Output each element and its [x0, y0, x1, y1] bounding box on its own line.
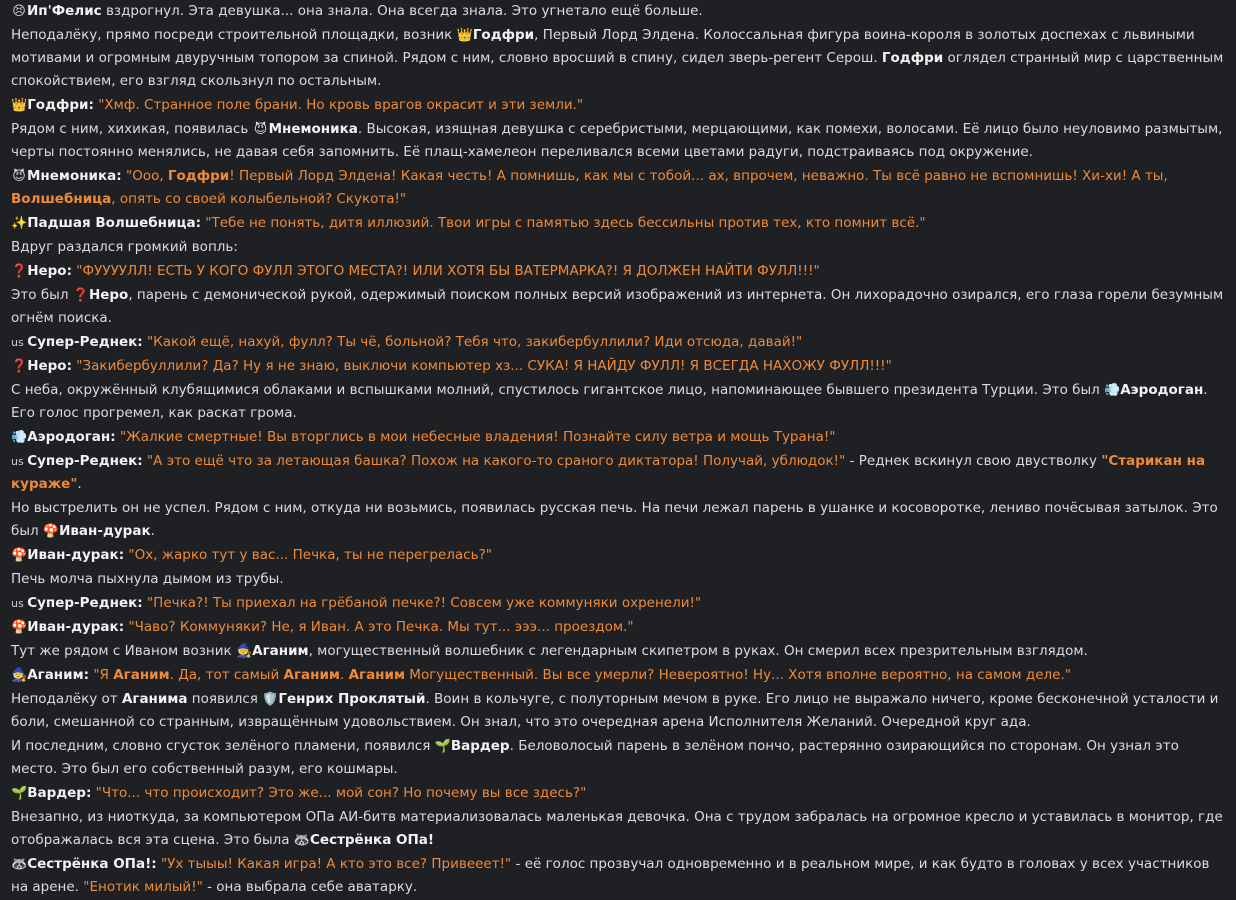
text-span: Неподалёку, прямо посреди строительной площадки, возник	[11, 27, 457, 43]
shield-icon: 🛡️	[262, 692, 279, 707]
quote-text: "Печка?! Ты приехал на грёбаной печке?! Совсем уже коммуняки охренели!"	[146, 595, 702, 611]
chat-paragraph	[11, 688, 1227, 734]
character-name: Годфри	[881, 50, 944, 66]
quote-text: , опять со своей колыбельной? Скукота!"	[111, 191, 407, 207]
seedling-icon: 🌱	[434, 739, 451, 754]
text-span: . Воин в кольчуге, с полуторным мечом в руке. Его лицо не выражало ничего, кроме бесконечной усталости и боли, смешанной со странным, извращённым удовольствием. Он знал, что это очередная арена Исполнителя Желаний. Очередной круг ада.	[11, 691, 1219, 730]
character-name: Иван-дурак	[59, 523, 151, 539]
character-name: Аганим	[252, 643, 309, 659]
chat-paragraph	[11, 497, 1227, 543]
quote-text: "Закибербуллили? Да? Ну я не знаю, выключи компьютер хз... СУКА! Я НАЙДУ ФУЛЛ! Я ВСЕГДА НАХОЖУ ФУЛЛ!!!"	[76, 358, 892, 374]
text-span: - её голос прозвучал одновременно и в реальном мире, и как будто в головах у всех участников на арене.	[11, 856, 1210, 895]
quote-text: "Тебе не понять, дитя иллюзий. Твои игры с памятью здесь бессильны против тех, кто помнит всё."	[205, 215, 926, 231]
text-span: С неба, окружённый клубящимися облаками и вспышками молний, спустилось гигантское лицо, напоминающее бывшего президента Турции. Это был	[11, 382, 1105, 398]
chat-log	[11, 0, 1227, 900]
chat-paragraph	[11, 568, 1227, 591]
text-span: И последним, словно сгусток зелёного пламени, появился	[11, 738, 435, 754]
chat-paragraph	[11, 379, 1227, 425]
character-name: Неро:	[27, 358, 72, 374]
text-span: . Его голос прогремел, как раскат грома.	[11, 382, 1208, 421]
flag-icon: us	[11, 597, 28, 610]
chat-paragraph	[11, 782, 1227, 805]
text-span: , парень с демонической рукой, одержимый поиском полных версий изображений из интернета. Он лихорадочно озирался, его глаза горели безумным огнём поиска.	[11, 287, 1224, 326]
chat-paragraph	[11, 450, 1227, 496]
mage-icon: 🧙	[235, 644, 253, 659]
chat-paragraph	[11, 331, 1227, 354]
quote-text: "Ох, жарко тут у вас... Печка, ты не перегрелась?"	[128, 547, 492, 563]
question-mark-icon: ❓	[11, 359, 28, 374]
chat-paragraph	[11, 426, 1227, 449]
chat-paragraph	[11, 236, 1227, 259]
text-span: появился	[187, 691, 263, 707]
question-mark-icon: ❓	[72, 288, 89, 303]
chat-paragraph	[11, 806, 1227, 852]
character-name: Иван-дурак:	[27, 547, 125, 563]
character-name: Мнемоника:	[27, 168, 122, 184]
mushroom-icon: 🍄	[42, 524, 60, 539]
character-name: Мнемоника	[268, 121, 358, 137]
quote-text: "Жалкие смертные! Вы вторглись в мои небесные владения! Познайте силу ветра и мощь Турана!"	[119, 429, 836, 445]
quote-text: "Хмф. Странное поле брани. Но кровь врагов окрасит и эти земли."	[98, 97, 584, 113]
quote-text: "Чаво? Коммуняки? Не, я Иван. А это Печка. Мы тут... эээ... проездом."	[128, 619, 634, 635]
chat-paragraph	[11, 355, 1227, 378]
character-name: Супер-Реднек:	[27, 334, 143, 350]
text-span: Это был	[11, 287, 73, 303]
chat-paragraph	[11, 94, 1227, 117]
quote-text: . Да, тот самый	[169, 667, 284, 683]
text-span: Но выстрелить он не успел. Рядом с ним, откуда ни возьмись, появилась русская печь. На печи лежал парень в ушанке и косоворотке, лениво почёсывая затылок. Это был	[11, 500, 1218, 539]
chat-paragraph	[11, 118, 1227, 164]
character-name: Супер-Реднек:	[27, 595, 143, 611]
chat-paragraph	[11, 0, 1227, 23]
smiling-devil-icon: 😈	[12, 169, 26, 184]
text-span: .	[150, 523, 155, 539]
character-name: Аганима	[121, 691, 188, 707]
character-name: Ип'Фелис	[27, 3, 102, 19]
seedling-icon: 🌱	[11, 786, 28, 801]
character-name: Вардер:	[27, 785, 92, 801]
character-name: Супер-Реднек:	[27, 453, 143, 469]
dash-icon: 💨	[11, 430, 28, 445]
mushroom-icon: 🍄	[11, 548, 28, 563]
text-span: - она выбрала себе аватарку.	[202, 879, 418, 895]
persevering-face-icon: 😣	[12, 4, 26, 19]
text-span: , Первый Лорд Элдена. Колоссальная фигура воина-короля в золотых доспехах с львиными мотивами и огромным двуручным топором за спиной. Рядом с ним, словно вросший в спину, сидел зверь-регент Серош.	[11, 27, 1195, 66]
character-name: Неро	[88, 287, 129, 303]
text-span: Тут же рядом с Иваном возник	[11, 643, 236, 659]
text-span: Внезапно, из ниоткуда, за компьютером ОПа АИ-битв материализовалась маленькая девочка. Она с трудом забралась на огромное кресло и уставилась в монитор, где отображалась вся эта сцена. Это была	[11, 809, 1223, 848]
character-name: Неро:	[27, 263, 72, 279]
chat-paragraph	[11, 616, 1227, 639]
text-span: оглядел странный мир с царственным спокойствием, его взгляд скользнул по остальным.	[11, 50, 1224, 89]
quote-bold-text: Аганим	[113, 667, 170, 683]
quote-text: "Я	[93, 667, 114, 683]
character-name: Падшая Волшебница:	[27, 215, 201, 231]
raccoon-icon: 🦝	[293, 833, 310, 848]
crown-icon: 👑	[456, 28, 473, 43]
sparkles-icon: ✨	[11, 216, 28, 231]
chat-paragraph	[11, 735, 1227, 781]
character-name: Генрих Проклятый	[278, 691, 426, 707]
text-span: Рядом с ним, хихикая, появилась	[11, 121, 253, 137]
character-name: Сестрёнка ОПа!	[310, 832, 435, 848]
smiling-devil-icon: 😈	[253, 122, 268, 137]
quote-text: "Ооо,	[125, 168, 168, 184]
text-span: . Высокая, изящная девушка с серебристыми, мерцающими, как помехи, волосами. Её лицо было неуловимо размытым, черты постоянно менялись, не давая себя запомнить. Её плащ-хамелеон переливался всеми цветами радуги, подстраиваясь под окружение.	[11, 121, 1223, 160]
question-mark-icon: ❓	[11, 264, 28, 279]
character-name: Иван-дурак:	[27, 619, 125, 635]
chat-paragraph	[11, 165, 1227, 211]
chat-paragraph	[11, 212, 1227, 235]
text-span: вздрогнул. Эта девушка... она знала. Она всегда знала. Это угнетало ещё больше.	[101, 3, 703, 19]
character-name: Годфри	[472, 27, 535, 43]
quote-bold-text: Годфри	[167, 168, 230, 184]
quote-text: "Какой ещё, нахуй, фулл? Ты чё, больной? Тебя что, закибербуллили? Иди отсюда, давай!"	[146, 334, 803, 350]
character-name: Годфри:	[27, 97, 94, 113]
text-span: Неподалёку от	[11, 691, 122, 707]
text-span: . Беловолосый парень в зелёном пончо, растерянно озирающийся по сторонам. Он узнал это место. Это был его собственный разум, его кошмары.	[11, 738, 1179, 777]
text-span: - Реднек вскинул свою двустволку	[845, 453, 1102, 469]
quote-bold-text: "Старикан на кураже"	[11, 453, 1206, 492]
quote-text: .	[339, 667, 349, 683]
quote-text: "Что... что происходит? Это же... мой сон? Но почему вы все здесь?"	[95, 785, 587, 801]
chat-paragraph	[11, 592, 1227, 615]
quote-text: "А это ещё что за летающая башка? Похож на какого-то сраного диктатора! Получай, ублюдок!"	[146, 453, 846, 469]
character-name: Сестрёнка ОПа!:	[27, 856, 157, 872]
text-span: .	[77, 476, 82, 492]
crown-icon: 👑	[11, 98, 28, 113]
chat-paragraph	[11, 24, 1227, 93]
character-name: Аганим:	[27, 667, 90, 683]
flag-icon: us	[11, 455, 28, 468]
chat-paragraph	[11, 260, 1227, 283]
chat-paragraph	[11, 284, 1227, 330]
text-span: Вдруг раздался громкий вопль:	[11, 239, 238, 255]
dash-icon: 💨	[1104, 383, 1121, 398]
chat-paragraph	[11, 544, 1227, 567]
quote-bold-text: Волшебница	[11, 191, 112, 207]
quote-text: "ФУУУУЛЛ! ЕСТЬ У КОГО ФУЛЛ ЭТОГО МЕСТА?! ИЛИ ХОТЯ БЫ ВАТЕРМАРКА?! Я ДОЛЖЕН НАЙТИ ФУЛЛ!!!"	[76, 263, 820, 279]
chat-paragraph	[11, 640, 1227, 663]
quote-text: ! Первый Лорд Элдена! Какая честь! А помнишь, как мы с тобой... ах, впрочем, неважно. Ты всё равно не вспомнишь! Хи-хи! А ты,	[229, 168, 1168, 184]
flag-icon: us	[11, 336, 28, 349]
mage-icon: 🧙	[11, 668, 28, 683]
raccoon-icon: 🦝	[11, 857, 28, 872]
text-span: Печь молча пыхнула дымом из трубы.	[11, 571, 284, 587]
quote-text: "Ух тыыы! Какая игра! А кто это все? Привееет!"	[160, 856, 512, 872]
text-span: , могущественный волшебник с легендарным скипетром в руках. Он смерил всех презрительным взглядом.	[308, 643, 1088, 659]
quote-text: "Енотик милый!"	[83, 879, 203, 895]
quote-bold-text: Аганим	[283, 667, 340, 683]
character-name: Вардер	[450, 738, 510, 754]
mushroom-icon: 🍄	[11, 620, 28, 635]
chat-paragraph	[11, 664, 1227, 687]
quote-bold-text: Аганим	[348, 667, 405, 683]
character-name: Аэродоган	[1120, 382, 1204, 398]
character-name: Аэродоган:	[27, 429, 116, 445]
quote-text: Могущественный. Вы все умерли? Невероятно! Ну... Хотя вполне вероятно, на самом деле."	[405, 667, 1071, 683]
chat-paragraph	[11, 853, 1227, 899]
